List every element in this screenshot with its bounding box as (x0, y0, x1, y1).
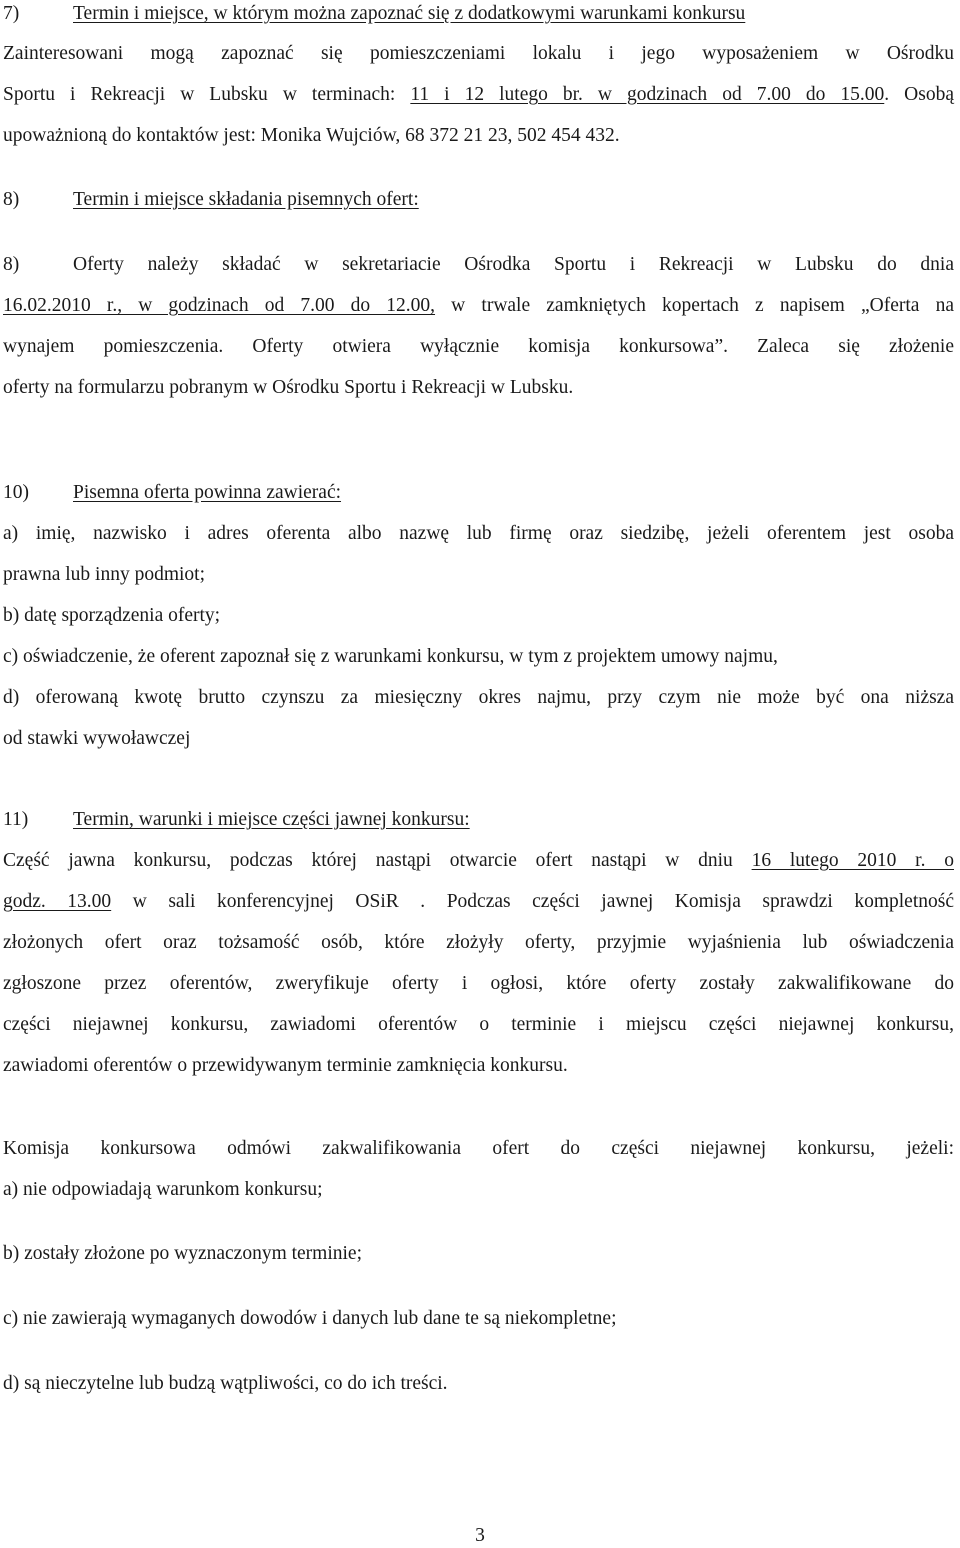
section-8-number: 8) (3, 189, 20, 210)
section-7-line-2: Zainteresowani mogą zapoznać się pomieszczeniami lokalu i jego wyposażeniem w Ośrodku (3, 43, 954, 64)
section-11-line-1: Część jawna konkursu, podczas której nastąpi otwarcie ofert nastąpi w dniu 16 lutego 2010 r. o (3, 850, 954, 871)
commission-item-a: a) nie odpowiadają warunkom konkursu; (3, 1179, 323, 1200)
public-session-time: godz. 13.00 (3, 891, 112, 912)
visit-dates: 11 i 12 lutego br. w godzinach od 7.00 do 15.00 (410, 84, 885, 105)
section-7-line-3: Sportu i Rekreacji w Lubsku w terminach: 11 i 12 lutego br. w godzinach od 7.00 do 15.00. Osobą (3, 84, 954, 105)
section-10-item-d-line-2: od stawki wywoławczej (3, 728, 191, 749)
section-8-heading (3, 187, 954, 213)
section-10-title: Pisemna oferta powinna zawierać: (73, 482, 342, 503)
section-11-number: 11) (3, 809, 29, 830)
section-11-line-5: części niejawnej konkursu, zawiadomi oferentów o terminie i miejscu części niejawnej konkursu, (3, 1014, 954, 1035)
section-8b-line-3: wynajem pomieszczenia. Oferty otwiera wyłącznie komisja konkursowa”. Zaleca się złożenie (3, 336, 954, 357)
section-10-item-a-line-1: a) imię, nazwisko i adres oferenta albo nazwę lub firmę oraz siedzibę, jeżeli oferentem jest osoba (3, 523, 954, 544)
section-10-item-a-line-2: prawna lub inny podmiot; (3, 564, 206, 585)
section-7-line-4: upoważnioną do kontaktów jest: Monika Wujciów, 68 372 21 23, 502 454 432. (3, 125, 620, 146)
section-11-line-4: zgłoszone przez oferentów, zweryfikuje oferty i ogłosi, które oferty zostały zakwalifikowane do (3, 973, 954, 994)
public-session-date: 16 lutego 2010 r. o (751, 850, 954, 871)
commission-item-b: b) zostały złożone po wyznaczonym terminie; (3, 1243, 362, 1264)
section-7-heading (3, 1, 954, 27)
section-11-line-6: zawiadomi oferentów o przewidywanym terminie zamknięcia konkursu. (3, 1055, 568, 1076)
section-8b-line-4: oferty na formularzu pobranym w Ośrodku Sportu i Rekreacji w Lubsku. (3, 377, 574, 398)
section-8b-line-1: 8) Oferty należy składać w sekretariacie Ośrodka Sportu i Rekreacji w Lubsku do dnia (3, 252, 954, 278)
section-10-number: 10) (3, 482, 29, 503)
section-7-title: Termin i miejsce, w którym można zapoznać się z dodatkowymi warunkami konkursu (73, 3, 746, 24)
section-10-heading (3, 480, 954, 506)
section-7-number: 7) (3, 3, 20, 24)
commission-item-d: d) są nieczytelne lub budzą wątpliwości, co do ich treści. (3, 1373, 448, 1394)
section-8-title: Termin i miejsce składania pisemnych ofert: (73, 189, 419, 210)
commission-intro: Komisja konkursowa odmówi zakwalifikowania ofert do części niejawnej konkursu, jeżeli: (3, 1138, 954, 1159)
section-10-item-c: c) oświadczenie, że oferent zapoznał się z warunkami konkursu, w tym z projektem umowy najmu, (3, 646, 778, 667)
section-10-item-d-line-1: d) oferowaną kwotę brutto czynszu za miesięczny okres najmu, przy czym nie może być ona niższa (3, 687, 954, 708)
section-8b-number: 8) (3, 254, 20, 275)
section-11-line-2: godz. 13.00 w sali konferencyjnej OSiR . Podczas części jawnej Komisja sprawdzi kompletność (3, 891, 954, 912)
section-11-title: Termin, warunki i miejsce części jawnej konkursu: (73, 809, 470, 830)
section-10-item-b: b) datę sporządzenia oferty; (3, 605, 221, 626)
offer-deadline: 16.02.2010 r., w godzinach od 7.00 do 12.00, (3, 295, 436, 316)
page-number: 3 (475, 1525, 485, 1546)
commission-item-c: c) nie zawierają wymaganych dowodów i danych lub dane te są niekompletne; (3, 1308, 617, 1329)
section-11-heading (3, 807, 954, 833)
section-11-line-3: złożonych ofert oraz tożsamość osób, które złożyły oferty, przyjmie wyjaśnienia lub oświadczenia (3, 932, 954, 953)
section-8b-line-2: 16.02.2010 r., w godzinach od 7.00 do 12.00, w trwale zamkniętych kopertach z napisem „Oferta na (3, 295, 954, 316)
